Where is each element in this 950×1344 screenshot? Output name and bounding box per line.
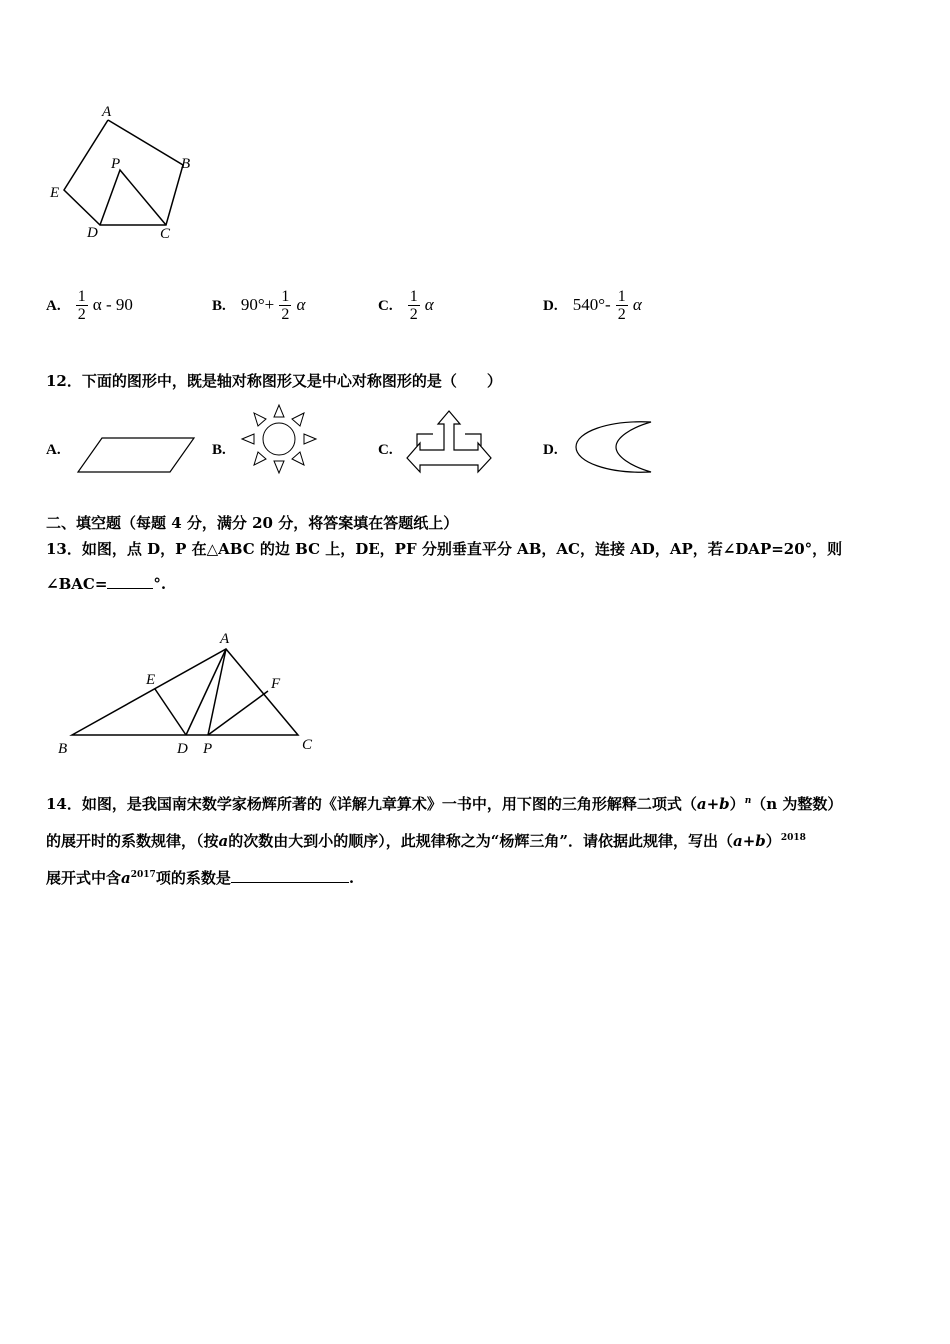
label-a: A: [102, 104, 112, 120]
q14-exponent: 2017: [130, 870, 156, 880]
q14-expression: a+b: [733, 832, 766, 850]
q12-text: 12．下面的图形中，既是轴对称图形又是中心对称图形的是（ ）: [46, 372, 502, 390]
answer-blank[interactable]: [107, 588, 153, 589]
q14-period: .: [348, 869, 355, 887]
option-letter: C.: [378, 298, 393, 314]
q13-line1: 13．如图，点 D，P 在△ABC 的边 BC 上，DE，PF 分别垂直平分 AB，AC，连接 AD，AP，若∠DAP=20°，则: [46, 540, 843, 558]
label-f: F: [271, 676, 281, 692]
option-letter: B.: [212, 298, 226, 314]
q14-exponent: n: [744, 796, 752, 806]
section-heading: 二、填空题（每题 4 分，满分 20 分，将答案填在答题纸上）: [46, 514, 459, 532]
q14-expression: a+b: [696, 795, 730, 813]
fraction: $\frac{1}{2}$: [617, 288, 626, 323]
label-c: C: [302, 737, 313, 753]
figure-triangle-abc: [40, 625, 330, 760]
q14-text: 的次数由大到小的顺序），此规律称之为“杨辉三角”．请依据此规律，写出（: [228, 832, 734, 850]
q12-option-a[interactable]: A.: [46, 442, 61, 458]
label-d: D: [177, 741, 188, 757]
q14-variable: a: [121, 869, 131, 887]
triangle-pdc: [100, 170, 166, 225]
label-p: P: [203, 741, 213, 757]
q12-option-d[interactable]: D.: [543, 442, 558, 458]
fraction: $\frac{1}{2}$: [77, 288, 86, 323]
label-e: E: [146, 672, 156, 688]
option-expression: α - 90: [92, 295, 133, 314]
option-expression: α: [296, 295, 306, 314]
q14-line3: [46, 867, 354, 888]
option-letter: D.: [543, 298, 558, 314]
option-prefix: 90°+: [240, 295, 275, 314]
fraction: $\frac{1}{2}$: [409, 288, 418, 323]
q14-text: 的展开时的系数规律，（按: [46, 832, 219, 850]
parallelogram-shape: [74, 434, 199, 476]
q13-line2: [46, 575, 166, 593]
q11-option-d[interactable]: [543, 288, 642, 323]
label-a: A: [220, 631, 230, 647]
label-b: B: [58, 741, 68, 757]
sun-shape: [238, 402, 320, 476]
q14-line1: 14．如图，是我国南宋数学家杨辉所著的《详解九章算术》一书中，用下图的三角形解释二项式$(a+b)^n(n$ 为整数）: [46, 795, 843, 813]
q14-text: （n 为整数）: [751, 795, 843, 813]
option-prefix: 540°-: [572, 295, 611, 314]
label-d: D: [87, 225, 98, 241]
q11-option-a[interactable]: [46, 288, 133, 323]
label-c: C: [160, 226, 171, 242]
q14-text: 14．如图，是我国南宋数学家杨辉所著的《详解九章算术》一书中，用下图的三角形解释二项式（: [46, 795, 697, 813]
q14-text: 展开式中含: [46, 869, 122, 887]
answer-blank[interactable]: [231, 882, 349, 883]
label-e: E: [50, 185, 60, 201]
crescent-shape: [568, 418, 658, 476]
label-b: B: [181, 156, 191, 172]
q11-option-c[interactable]: [378, 288, 434, 323]
q12-option-b[interactable]: B.: [212, 442, 226, 458]
q14-exponent: 2018: [780, 833, 806, 843]
arrow-shape: [403, 408, 495, 476]
label-p: P: [111, 156, 121, 172]
q14-line2: 的展开时的系数规律，（按a的次数由大到小的顺序），此规律称之为“杨辉三角”．请依据此规律，写出$(a+b)^{2018}$: [46, 832, 806, 850]
q13-degree: °.: [153, 575, 167, 593]
q13-angle-label: ∠BAC=: [46, 575, 108, 593]
option-expression: α: [632, 295, 642, 314]
figure-pentagon: [40, 100, 210, 245]
option-expression: α: [424, 295, 434, 314]
fraction: $\frac{1}{2}$: [281, 288, 290, 323]
q14-variable: a: [218, 832, 229, 850]
q11-option-b[interactable]: [212, 288, 305, 323]
q14-text: 项的系数是: [155, 869, 231, 887]
q12-option-c[interactable]: C.: [378, 442, 393, 458]
pentagon-outline: [64, 120, 183, 225]
option-letter: A.: [46, 298, 61, 314]
